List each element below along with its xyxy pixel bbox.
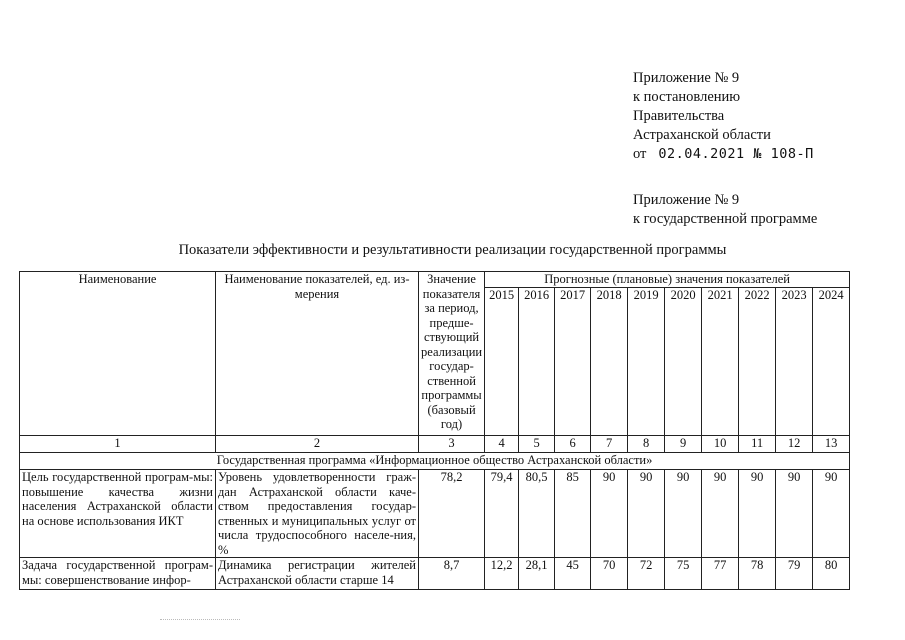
column-number: 4 — [485, 436, 519, 453]
header-year: 2018 — [591, 288, 628, 436]
scan-artifact — [160, 619, 240, 622]
row-value: 90 — [813, 470, 850, 558]
header-year: 2022 — [739, 288, 776, 436]
document-title: Показатели эффективности и результативности реализации государственной программы — [178, 242, 727, 258]
column-number: 8 — [628, 436, 665, 453]
column-number: 12 — [776, 436, 813, 453]
row-value: 90 — [591, 470, 628, 558]
header-year: 2021 — [702, 288, 739, 436]
row-name: Цель государственной програм-мы: повышение качества жизни населения Астраханской области на основе использования ИКТ — [20, 470, 216, 558]
column-number: 2 — [216, 436, 419, 453]
header-year: 2015 — [485, 288, 519, 436]
row-indicator: Динамика регистрации жителей Астраханской области старше 14 — [216, 558, 419, 590]
column-number: 9 — [665, 436, 702, 453]
date-prefix: от — [633, 146, 647, 162]
row-value: 90 — [702, 470, 739, 558]
header-year: 2019 — [628, 288, 665, 436]
column-number: 3 — [419, 436, 485, 453]
header-year: 2024 — [813, 288, 850, 436]
section-program-name: Государственная программа «Информационное общество Астраханской области» — [20, 453, 850, 470]
row-value: 75 — [665, 558, 702, 590]
column-number: 11 — [739, 436, 776, 453]
row-value: 90 — [739, 470, 776, 558]
row-value: 28,1 — [519, 558, 555, 590]
header-year: 2016 — [519, 288, 555, 436]
column-number: 13 — [813, 436, 850, 453]
row-name: Задача государственной програм-мы: совершенствование инфор- — [20, 558, 216, 590]
header-indicator: Наименование показателей, ед. из-мерения — [216, 272, 419, 436]
appendix-program-block — [633, 191, 817, 229]
row-base-value: 8,7 — [419, 558, 485, 590]
row-value: 79,4 — [485, 470, 519, 558]
appendix-order-line: Приложение № 9 — [633, 70, 740, 86]
row-value: 79 — [776, 558, 813, 590]
appendix-order-line: Правительства — [633, 108, 725, 124]
row-indicator: Уровень удовлетворенности граж-дан Астраханской области каче-ством предоставления государ-ственных и муниципальных услуг от числа трудоспособного населе-ния, % — [216, 470, 419, 558]
header-name: Наименование — [20, 272, 216, 436]
header-forecast: Прогнозные (плановые) значения показателей — [485, 272, 850, 288]
appendix-order-block — [633, 69, 814, 164]
row-value: 90 — [776, 470, 813, 558]
row-value: 78 — [739, 558, 776, 590]
table-row — [20, 470, 850, 558]
row-value: 90 — [665, 470, 702, 558]
header-year: 2017 — [555, 288, 591, 436]
appendix-order-line: к постановлению — [633, 89, 741, 105]
appendix-program-line: Приложение № 9 — [633, 192, 740, 208]
indicators-table — [19, 271, 850, 590]
row-value: 85 — [555, 470, 591, 558]
appendix-order-line: Астраханской области — [633, 127, 771, 143]
column-number: 5 — [519, 436, 555, 453]
row-value: 72 — [628, 558, 665, 590]
row-value: 70 — [591, 558, 628, 590]
column-number: 7 — [591, 436, 628, 453]
row-base-value: 78,2 — [419, 470, 485, 558]
column-number: 1 — [20, 436, 216, 453]
appendix-order-date-line — [633, 145, 814, 164]
table-row — [20, 558, 850, 590]
date-stamp: 02.04.2021 № 108-П — [658, 146, 814, 162]
header-year: 2023 — [776, 288, 813, 436]
row-value: 45 — [555, 558, 591, 590]
column-number: 6 — [555, 436, 591, 453]
column-number: 10 — [702, 436, 739, 453]
row-value: 12,2 — [485, 558, 519, 590]
header-year: 2020 — [665, 288, 702, 436]
row-value: 80,5 — [519, 470, 555, 558]
column-number-row — [20, 436, 850, 453]
row-value: 90 — [628, 470, 665, 558]
appendix-program-line: к государственной программе — [633, 211, 818, 227]
header-base-value: Значение показателя за период, предше-ствующий реализации государ-ственной программы (базовый год) — [419, 272, 485, 436]
row-value: 77 — [702, 558, 739, 590]
row-value: 80 — [813, 558, 850, 590]
